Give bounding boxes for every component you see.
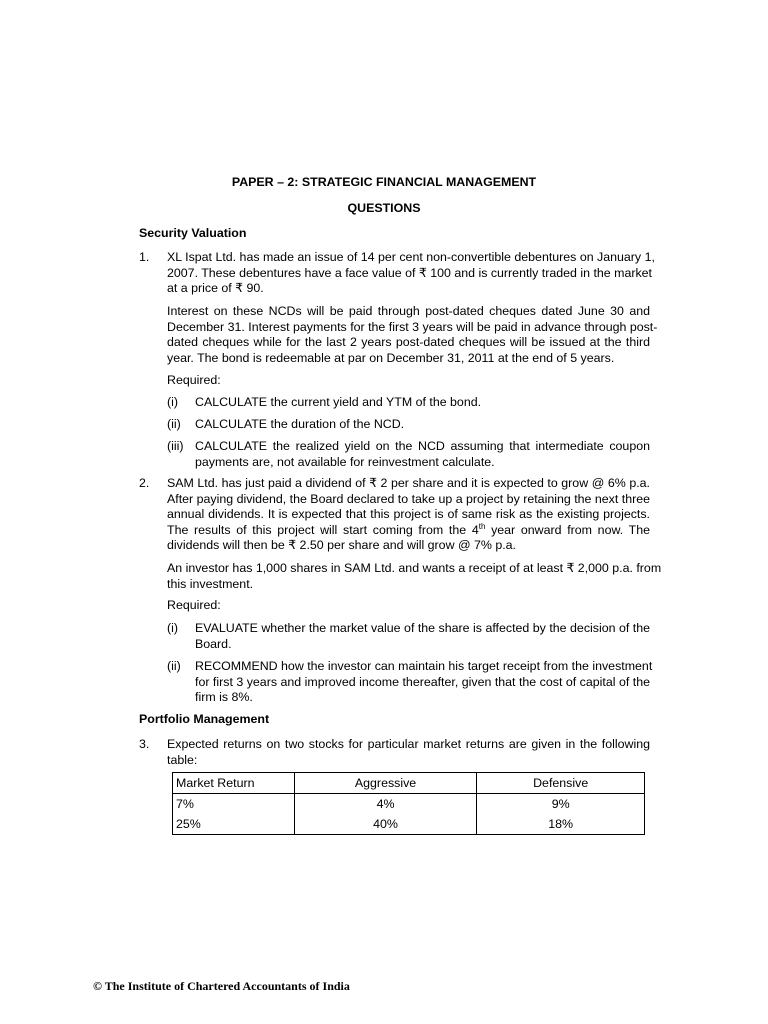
text-fragment: year onward from now. The: [485, 522, 650, 537]
table-header-cell: Defensive: [477, 773, 645, 794]
q1-item-text: [195, 395, 650, 411]
q1-item-text: [195, 439, 650, 470]
q2-item-text: [195, 659, 653, 706]
table-cell: 4%: [294, 794, 477, 815]
text-line: CALCULATE the duration of the NCD.: [195, 417, 405, 431]
text-line: dated cheques while for the last 2 years post-dated cheques will be issued at the third: [167, 335, 650, 350]
q1-paragraph-2: [167, 304, 658, 366]
table-cell: 7%: [173, 794, 295, 815]
text-line: After paying dividend, the Board declared to take up a project by retaining the next three: [167, 491, 650, 506]
section-heading-security-valuation: Security Valuation: [139, 226, 247, 240]
q2-paragraph-1: [167, 476, 650, 554]
text-line: RECOMMEND how the investor can maintain his target receipt from the investment: [195, 659, 653, 673]
q1-required: Required:: [167, 373, 221, 387]
table-row: [173, 814, 645, 835]
table-cell: 18%: [477, 814, 645, 835]
text-line: Expected returns on two stocks for particular market returns are given in the following: [167, 737, 650, 751]
q2-item-text: [195, 621, 650, 652]
question-number-2: 2.: [139, 476, 150, 490]
question-number-1: 1.: [139, 250, 150, 264]
text-line: [167, 523, 650, 539]
table-cell: 40%: [294, 814, 477, 835]
text-line: table:: [167, 752, 198, 767]
text-line: 2007. These debentures have a face value of ₹ 100 and is currently traded in the market: [167, 265, 652, 280]
questions-heading: QUESTIONS: [347, 201, 421, 215]
text-line: firm is 8%.: [195, 690, 253, 705]
text-line: Board.: [195, 636, 232, 651]
q2-item-label: (i): [167, 621, 179, 635]
text-line: CALCULATE the current yield and YTM of the bond.: [195, 395, 482, 409]
table-cell: 9%: [477, 794, 645, 815]
q3-paragraph: [167, 737, 650, 768]
text-line: at a price of ₹ 90.: [167, 281, 264, 296]
text-fragment: The results of this project will start coming from the 4: [167, 522, 479, 537]
table-row: [173, 794, 645, 815]
footer-copyright: © The Institute of Chartered Accountants of India: [93, 979, 350, 993]
text-line: XL Ispat Ltd. has made an issue of 14 per cent non-convertible debentures on January 1,: [167, 250, 655, 264]
text-line: for first 3 years and improved income thereafter, given that the cost of capital of the: [195, 674, 650, 689]
text-line: this investment.: [167, 576, 254, 591]
text-line: annual dividends. It is expected that this project is of same risk as the existing projects.: [167, 507, 650, 522]
section-heading-portfolio-management: Portfolio Management: [139, 712, 270, 726]
text-line: payments are, not available for reinvestment calculate.: [195, 454, 495, 469]
text-line: An investor has 1,000 shares in SAM Ltd. and wants a receipt of at least ₹ 2,000 p.a. from: [167, 561, 662, 575]
q1-item-label: (i): [167, 395, 179, 409]
text-line: December 31. Interest payments for the first 3 years will be paid in advance through post-: [167, 319, 658, 334]
table-header-cell: Market Return: [173, 773, 295, 794]
table-cell: 25%: [173, 814, 295, 835]
q1-item-text: [195, 417, 650, 433]
q2-required: Required:: [167, 598, 221, 612]
q2-paragraph-2: [167, 561, 662, 592]
question-number-3: 3.: [139, 737, 150, 751]
table-header-cell: Aggressive: [294, 773, 477, 794]
returns-table: [172, 772, 645, 835]
text-line: Interest on these NCDs will be paid through post-dated cheques dated June 30 and: [167, 304, 650, 318]
text-line: SAM Ltd. has just paid a dividend of ₹ 2 per share and it is expected to grow @ 6% p.a.: [167, 476, 650, 490]
q1-paragraph-1: [167, 250, 655, 297]
text-line: dividends will then be ₹ 2.50 per share and will grow @ 7% p.a.: [167, 538, 517, 553]
text-line: CALCULATE the realized yield on the NCD assuming that intermediate coupon: [195, 439, 650, 453]
q1-item-label: (ii): [167, 417, 181, 431]
paper-title: PAPER – 2: STRATEGIC FINANCIAL MANAGEMENT: [231, 175, 537, 189]
q1-item-label: (iii): [167, 439, 184, 453]
q2-item-label: (ii): [167, 659, 181, 673]
text-line: year. The bond is redeemable at par on December 31, 2011 at the end of 5 years.: [167, 350, 615, 365]
table-header-row: [173, 773, 645, 794]
text-line: EVALUATE whether the market value of the share is affected by the decision of the: [195, 621, 650, 635]
superscript: th: [478, 521, 486, 531]
